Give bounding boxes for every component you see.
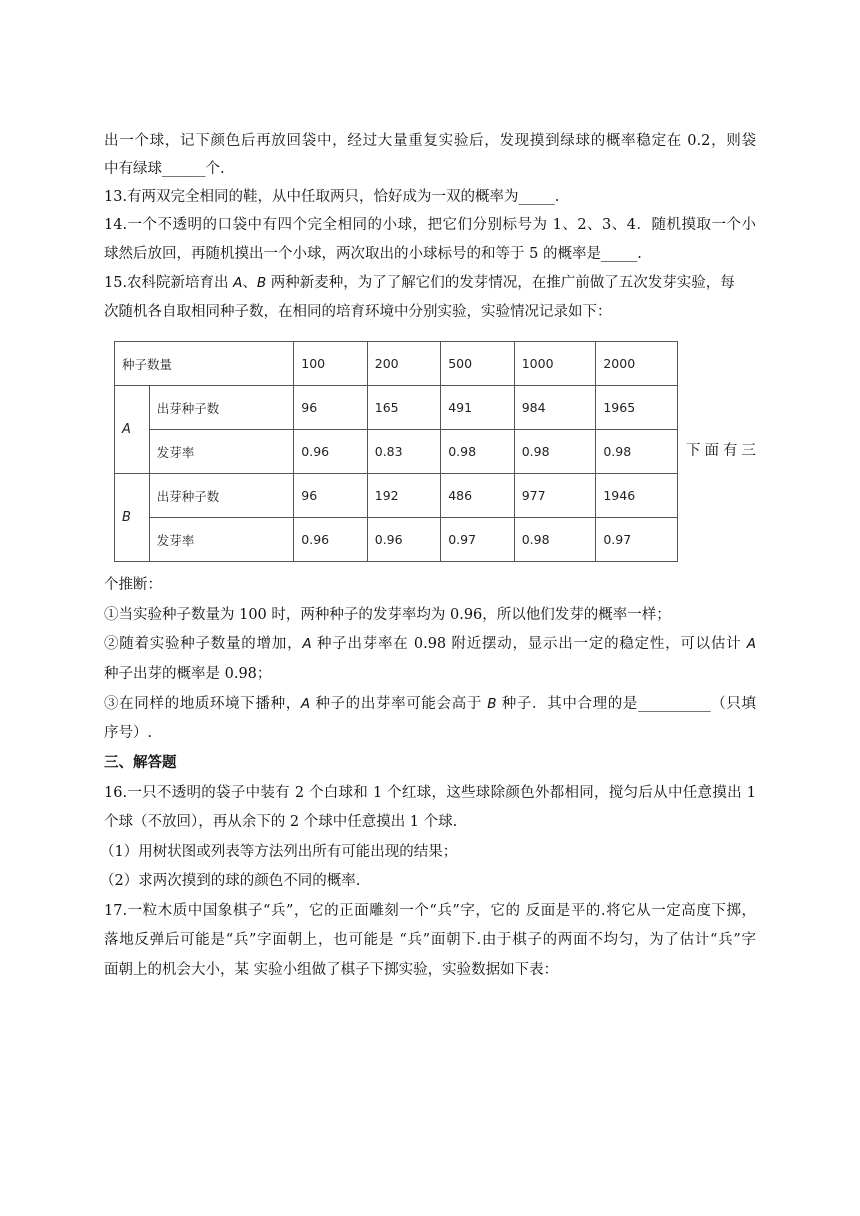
value-cell: 984 — [514, 386, 596, 430]
header-label-cell: 种子数量 — [115, 342, 294, 386]
q15-r2-a: ②随着实验种子数量的增加， — [104, 636, 303, 652]
table-header-row — [115, 342, 678, 386]
variety-a-label: A — [746, 636, 756, 652]
value-cell: 96 — [294, 474, 367, 518]
q17-line-3: 面朝上的机会大小，某 实验小组做了棋子下掷实验，实验数据如下表： — [104, 962, 559, 978]
q12-line-2: 中有绿球______个. — [104, 161, 225, 177]
q15-text-a: 15.农科院新培育出 — [104, 275, 234, 291]
value-cell: 1965 — [596, 386, 678, 430]
q15-r3-c: 种子．其中合理的是__________（只填 — [496, 696, 756, 712]
value-cell: 486 — [441, 474, 514, 518]
value-cell: 0.97 — [596, 518, 678, 562]
value-cell: 0.96 — [367, 518, 440, 562]
q15-inference-2 — [104, 634, 756, 654]
q15-sep: 、 — [242, 275, 257, 291]
variety-a-label: A — [302, 636, 312, 652]
q15-side-text: 下面有三 — [686, 443, 756, 459]
value-cell: 977 — [514, 474, 596, 518]
count-cell: 100 — [294, 342, 367, 386]
value-cell: 1946 — [596, 474, 678, 518]
value-cell: 0.96 — [294, 430, 367, 474]
variety-b-label: B — [256, 275, 267, 291]
variety-b-label: B — [487, 696, 497, 712]
value-cell: 0.98 — [441, 430, 514, 474]
q15-line-1 — [104, 273, 756, 293]
q16-part-2: （2）求两次摸到的球的颜色不同的概率. — [100, 873, 361, 889]
table-row — [115, 430, 678, 474]
value-cell: 0.98 — [514, 430, 596, 474]
value-cell: 491 — [441, 386, 514, 430]
value-cell: 192 — [367, 474, 440, 518]
table-row — [115, 518, 678, 562]
q14-line-1: 14.一个不透明的口袋中有四个完全相同的小球，把它们分别标号为 1、2、3、4．随机摸取一个小 — [104, 217, 756, 233]
q15-inference-3 — [104, 694, 756, 714]
seed-germination-table — [114, 341, 678, 562]
value-cell: 0.83 — [367, 430, 440, 474]
q15-line-2: 次随机各自取相同种子数，在相同的培育环境中分别实验，实验情况记录如下： — [104, 304, 612, 320]
q15-after-table: 个推断： — [104, 577, 162, 593]
q15-r3-b: 种子的出芽率可能会高于 — [310, 696, 488, 712]
row-label-cell: 出芽种子数 — [149, 386, 294, 430]
q15-r3-a: ③在同样的地质环境下播种， — [104, 696, 301, 712]
variety-a-label: A — [233, 275, 243, 291]
count-cell: 200 — [367, 342, 440, 386]
q12-line-1: 出一个球，记下颜色后再放回袋中，经过大量重复实验后，发现摸到绿球的概率稳定在 0.2，则袋 — [104, 133, 756, 149]
q15-text-b: 两种新麦种，为了了解它们的发芽情况，在推广前做了五次发芽实验，每 — [266, 275, 735, 291]
variety-a-label: A — [300, 696, 311, 712]
q16-part-1: （1）用树状图或列表等方法列出所有可能出现的结果； — [100, 844, 458, 860]
value-cell: 0.98 — [596, 430, 678, 474]
table-row — [115, 474, 678, 518]
value-cell: 165 — [367, 386, 440, 430]
count-cell: 500 — [441, 342, 514, 386]
value-cell: 0.96 — [294, 518, 367, 562]
q17-line-1: 17.一粒木质中国象棋子“兵”，它的正面雕刻一个“兵”字，它的 反面是平的.将它从一定高度下掷， — [104, 903, 756, 919]
q15-r2-b: 种子出芽率在 0.98 附近摆动，显示出一定的稳定性，可以估计 — [311, 636, 747, 652]
group-cell: A — [115, 386, 150, 474]
row-label-cell: 发芽率 — [149, 518, 294, 562]
q15-inference-2-cont: 种子出芽的概率是 0.98； — [104, 666, 272, 682]
q15-inference-1: ①当实验种子数量为 100 时，两种种子的发芽率均为 0.96，所以他们发芽的概率一样； — [104, 607, 671, 623]
q15-inference-3-cont: 序号）. — [104, 725, 153, 741]
section-title: 三、解答题 — [104, 754, 177, 771]
q13-line-1: 13.有两双完全相同的鞋，从中任取两只，恰好成为一双的概率为_____. — [104, 189, 560, 205]
row-label-cell: 发芽率 — [149, 430, 294, 474]
value-cell: 0.97 — [441, 518, 514, 562]
count-cell: 2000 — [596, 342, 678, 386]
q14-line-2: 球然后放回，再随机摸出一个小球，两次取出的小球标号的和等于 5 的概率是_____. — [104, 246, 642, 262]
value-cell: 96 — [294, 386, 367, 430]
count-cell: 1000 — [514, 342, 596, 386]
table-row — [115, 386, 678, 430]
q16-line-2: 个球（不放回），再从余下的 2 个球中任意摸出 1 个球. — [104, 814, 458, 830]
value-cell: 0.98 — [514, 518, 596, 562]
q16-line-1: 16.一只不透明的袋子中装有 2 个白球和 1 个红球，这些球除颜色外都相同，搅匀后从中任意摸出 1 — [104, 785, 756, 801]
row-label-cell: 出芽种子数 — [149, 474, 294, 518]
q17-line-2: 落地反弹后可能是“兵”字面朝上，也可能是 “兵”面朝下.由于棋子的两面不均匀，为了估计“兵”字 — [104, 932, 756, 948]
group-cell: B — [115, 474, 150, 562]
